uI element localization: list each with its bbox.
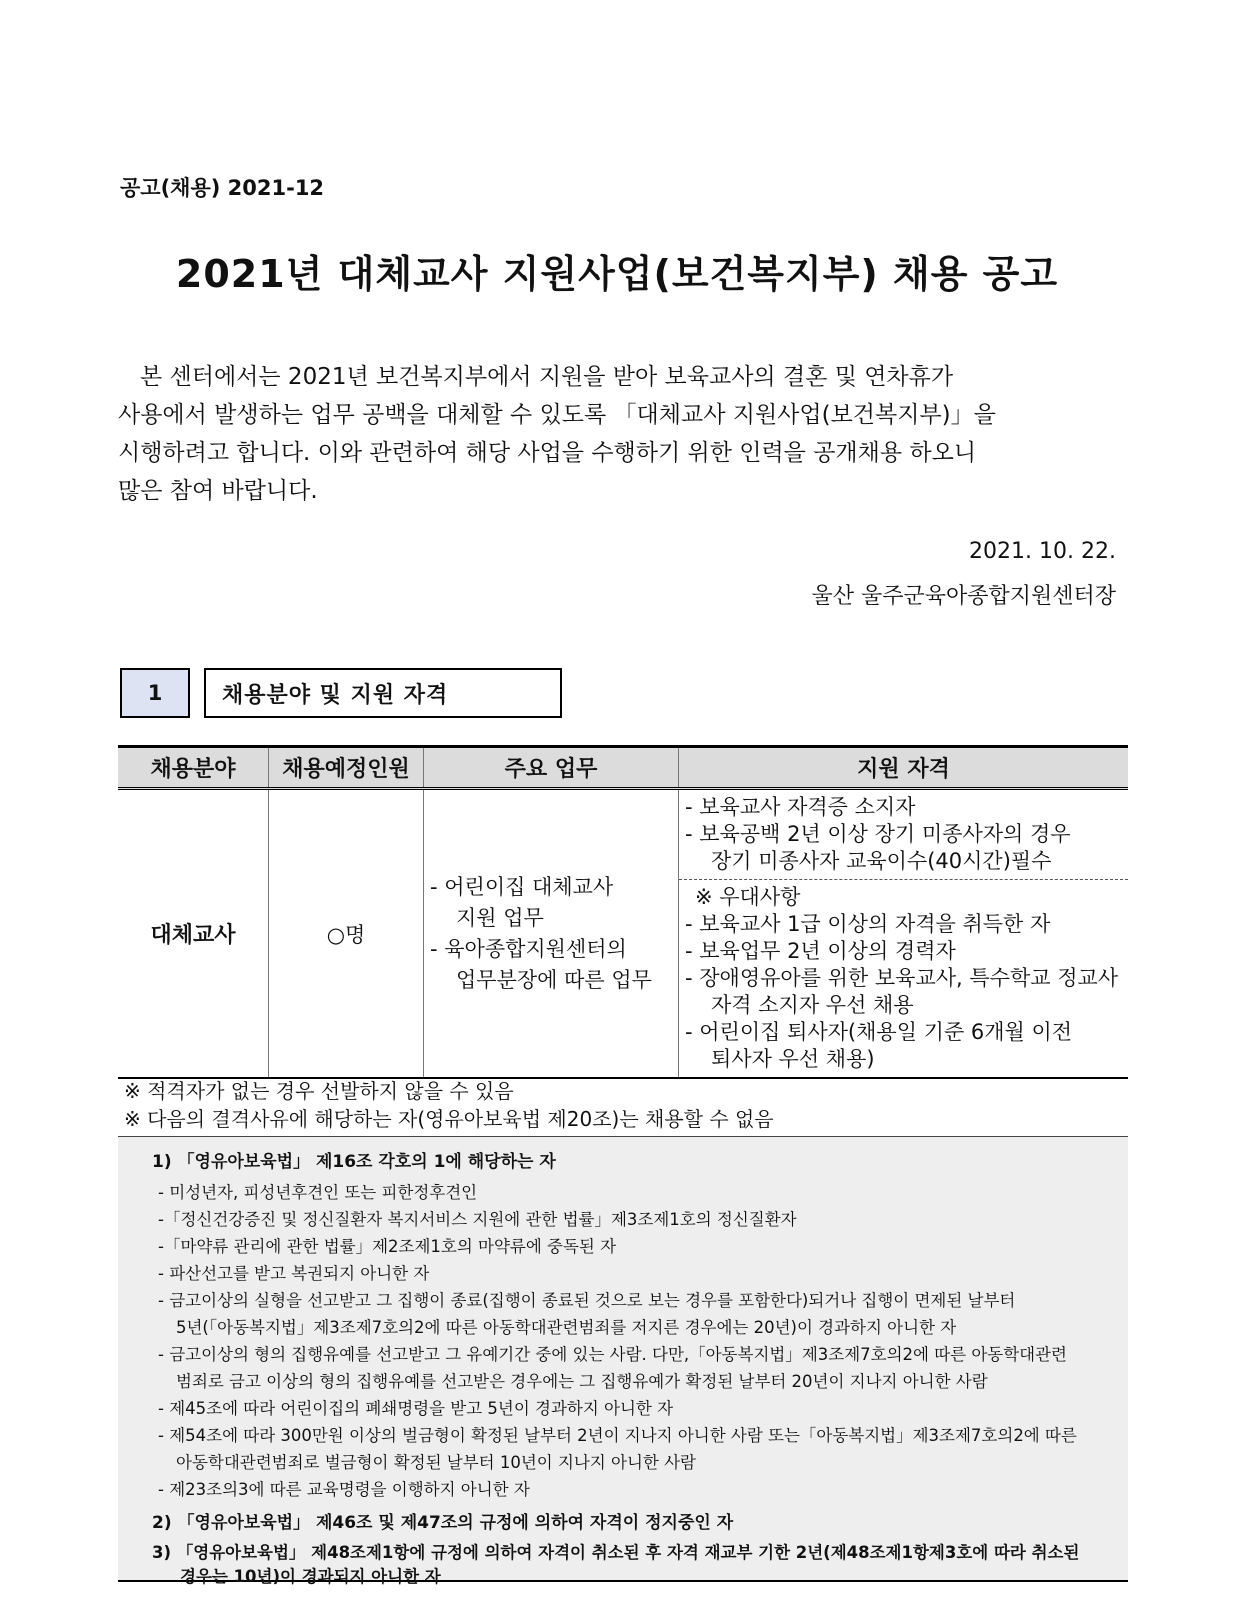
note-disqualification: ※ 다음의 결격사유에 해당하는 자(영유아보육법 제20조)는 채용할 수 없음 (124, 1107, 774, 1131)
section-number: 1 (120, 668, 190, 718)
field-cell: 대체교사 (118, 789, 269, 1079)
disqualification-item: - 제54조에 따라 300만원 이상의 벌금형이 확정된 날부터 2년이 지나지 아니한 사람 또는「아동복지법」제3조제7호의2에 따른 (158, 1426, 1077, 1445)
duty-line: 지원 업무 (456, 905, 544, 930)
qualification-item: - 보육공백 2년 이상 장기 미종사자의 경우 (685, 822, 1071, 846)
disqualification-box (118, 1136, 1128, 1586)
qualification-item: 장기 미종사자 교육이수(40시간)필수 (711, 849, 1052, 873)
preference-title: ※ 우대사항 (695, 885, 801, 909)
recruitment-table (118, 745, 1128, 1079)
duties-cell (424, 789, 679, 1079)
notice-date: 2021. 10. 22. (969, 539, 1116, 564)
preference-item: 퇴사자 우선 채용) (711, 1047, 875, 1071)
header-count: 채용예정인원 (269, 747, 424, 789)
issuer: 울산 울주군육아종합지원센터장 (811, 584, 1116, 609)
preference-item: - 어린이집 퇴사자(채용일 기준 6개월 이전 (685, 1020, 1073, 1044)
duty-line: - 어린이집 대체교사 (430, 874, 614, 899)
note-no-candidate: ※ 적격자가 없는 경우 선발하지 않을 수 있음 (124, 1079, 514, 1103)
duty-line: 업무분장에 따른 업무 (456, 967, 652, 992)
disqualification-heading-cont: 경우는 10년)이 경과되지 아니한 자 (180, 1567, 441, 1586)
page-title: 2021년 대체교사 지원사업(보건복지부) 채용 공고 (175, 252, 1059, 296)
preference-item: - 장애영유아를 위한 보육교사, 특수학교 정교사 (685, 966, 1119, 990)
disqualification-item-cont: 5년(「아동복지법」제3조제7호의2에 따른 아동학대관련범죄를 저지른 경우에는 20년)이 경과하지 아니한 자 (176, 1318, 957, 1337)
preference-item: 자격 소지자 우선 채용 (711, 993, 914, 1017)
qualification-item: - 보육교사 자격증 소지자 (685, 795, 916, 819)
disqualification-heading: 3) 「영유아보육법」 제48조제1항에 규정에 의하여 자격이 취소된 후 자격 재교부 기한 2년(제48조제1항제3호에 따라 취소된 (152, 1543, 1080, 1562)
disqualification-item: - 파산선고를 받고 복권되지 아니한 자 (158, 1264, 430, 1283)
disqualification-heading: 2) 「영유아보육법」 제46조 및 제47조의 규정에 의하여 자격이 정지중인 자 (152, 1513, 734, 1533)
qualification-list (679, 790, 1128, 879)
qualifications-cell (679, 789, 1129, 1079)
table-header-row (118, 747, 1128, 789)
intro-paragraph (118, 358, 1116, 510)
intro-line: 사용에서 발생하는 업무 공백을 대체할 수 있도록 「대체교사 지원사업(보건복지부)」을 (118, 402, 996, 428)
intro-line: 많은 참여 바랍니다. (118, 478, 318, 504)
duty-line: - 육아종합지원센터의 (430, 936, 627, 961)
disqualification-item: - 제45조에 따라 어린이집의 폐쇄명령을 받고 5년이 경과하지 아니한 자 (158, 1399, 674, 1418)
disqualification-item: - 제23조의3에 따른 교육명령을 이행하지 아니한 자 (158, 1480, 530, 1499)
preference-item: - 보육업무 2년 이상의 경력자 (685, 939, 956, 963)
disqualification-item: - 미성년자, 피성년후견인 또는 피한정후견인 (158, 1183, 478, 1202)
disqualification-item-cont: 범죄로 금고 이상의 형의 집행유예를 선고받은 경우에는 그 집행유예가 확정된 날부터 20년이 지나지 아니한 사람 (176, 1372, 988, 1391)
header-qualifications: 지원 자격 (679, 747, 1129, 789)
disqualification-item: -「정신건강증진 및 정신질환자 복지서비스 지원에 관한 법률」제3조제1호의 정신질환자 (158, 1210, 797, 1229)
disqualification-item: -「마약류 관리에 관한 법률」제2조제1호의 마약류에 중독된 자 (158, 1237, 617, 1256)
disqualification-item: - 금고이상의 실형을 선고받고 그 집행이 종료(집행이 종료된 것으로 보는 경우를 포함한다)되거나 집행이 면제된 날부터 (158, 1291, 1016, 1310)
count-cell: ○명 (269, 789, 424, 1079)
table-row (118, 789, 1128, 1079)
intro-line: 시행하려고 합니다. 이와 관련하여 해당 사업을 수행하기 위한 인력을 공개채용 하오니 (118, 440, 977, 466)
section-title: 채용분야 및 지원 자격 (204, 668, 562, 718)
notice-number: 공고(채용) 2021-12 (120, 176, 325, 200)
preference-list (679, 879, 1128, 1077)
disqualification-item: - 금고이상의 형의 집행유예를 선고받고 그 유예기간 중에 있는 사람. 다만,「아동복지법」제3조제7호의2에 따른 아동학대관련 (158, 1345, 1067, 1364)
preference-item: - 보육교사 1급 이상의 자격을 취득한 자 (685, 912, 1051, 936)
intro-line: 본 센터에서는 2021년 보건복지부에서 지원을 받아 보육교사의 결혼 및 연차휴가 (140, 364, 954, 390)
disqualification-heading: 1) 「영유아보육법」 제16조 각호의 1에 해당하는 자 (152, 1152, 556, 1172)
header-duties: 주요 업무 (424, 747, 679, 789)
header-field: 채용분야 (118, 747, 269, 789)
disqualification-item-cont: 아동학대관련범죄로 벌금형이 확정된 날부터 10년이 지나지 아니한 사람 (176, 1453, 696, 1472)
